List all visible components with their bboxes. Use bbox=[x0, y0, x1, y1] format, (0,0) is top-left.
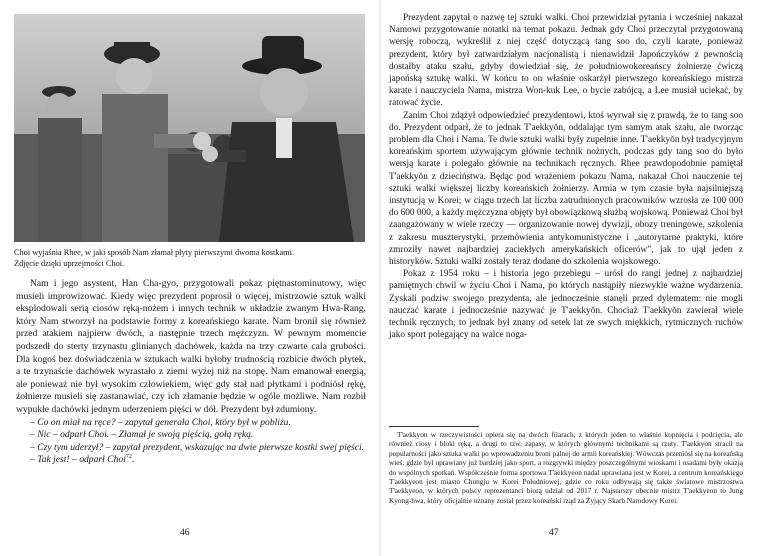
paragraph: Pokaz z 1954 roku – i historia jego przebiegu – urósł do rangi jednej z najbardziej pamiętnych chwil w życiu Choi i Nama, po których nastąpiły niezwykle ważne wydarzenia. Zyskali podziw swojego prezydenta, ale jednocześnie stanęli przed dylematem: nie mogli nauczać karate i jednocześnie nazywać je T'aekkyŏn. Chociaż T'aekkyŏn zawierał wiele technik ręcznych, to jednak był znany od setek lat ze swych miękkich, rytmicznych ruchów jako sport polegający na walce noga- bbox=[389, 269, 743, 341]
page-number: 47 bbox=[549, 528, 559, 538]
photo-caption bbox=[14, 247, 366, 269]
caption-line: Choi wyjaśnia Rhee, w jaki sposób Nam złamał płyty pierwszymi dwoma kostkami. bbox=[14, 248, 294, 257]
dialogue-line: – Co on miał na ręce? – zapytał generała Choi, który był w pobliżu. bbox=[30, 416, 291, 428]
footnote-text: T'aekkyon w rzeczywistości opiera się na dwóch filarach, z których jeden to właśnie kopnięcia i podcięcia, ale również ciosy i bloki ręką, a drugi to tzw. zapasy, w których głównymi technikami są rzuty. T'aekkyon stracił na popularności jako sztuka walki po wprowadzeniu broni palnej do armii koreańskiej. Wówczas przeniósł się na koreańską wieś, gdzie był uprawiany już bardziej jako sport, a rozgrywki między poszczególnymi wioskami i osadami były okazją do wspólnych spotkań. Współcześnie forma sportowa T'aekkyeon nadal uprawiana jest w Korei, a centrum koreańskiego T'aekkyeon jest miasto Chungju w Korei Południowej, gdzie co roku odbywają się także światowe mistrzostwa T'aekkyeon, w których polscy reprezentanci biorą udział od 2017 r. Najstarszy obecnie mistrz T'aekkyeon to Jung Kyong-hwa, który oficjalnie uznany został przez koreański rząd za Żyjący Skarb Narodowy Korei. bbox=[389, 430, 743, 505]
photo-illustration bbox=[14, 14, 365, 242]
page-number: 46 bbox=[180, 528, 190, 538]
right-body-text bbox=[389, 12, 743, 341]
footnote-ref: 72 bbox=[125, 454, 132, 461]
caption-credit: Zdjęcie dzięki uprzejmości Choi. bbox=[14, 259, 125, 268]
paragraph: Prezydent zapytał o nazwę tej sztuki walki. Choi przewidział pytania i wcześniej nakazał Namowi przygotowanie notatki na temat pokazu. Jednak gdy Choi przeczytał przygotowaną wersję roboczą, wykreślił z niej część dotyczącą tang soo do, czyli karate, ponieważ prezydent, który był zatwardziałym nacjonalistą i nienawidził Japończyków z pewnością dostałby ataku szału, gdyby dowiedział się, że południowokoreańscy żołnierze ćwiczą japońską sztukę walki. W końcu to on właśnie oskarżył pierwszego koreańskiego mistrza karate i nauczyciela Nama, mistrza Won-kuk Lee, o bycie zabójcą, a Lee musiał uciekać, by ratować życie. bbox=[389, 13, 743, 109]
left-page bbox=[0, 0, 379, 556]
dialogue-line: – Tak jest! – odparł Choi$^{72}$. bbox=[30, 454, 135, 466]
dialogue-line: – Czy tym uderzył? – zapytał prezydent, wskazując na dwie pierwsze kostki swej pięści. bbox=[30, 441, 365, 453]
footnote-separator bbox=[389, 426, 479, 427]
dialogue-line: – Nic – odparł Choi. – Złamał je swoją pięścią, gołą ręką. bbox=[30, 429, 254, 441]
historical-photo bbox=[14, 14, 365, 242]
paragraph: Nam i jego asystent, Han Cha-gyo, przygotowali pokaz piętnastominutowy, więc musieli improwizować. Kiedy więc prezydent poprosił o więcej, mistrzowie sztuk walki eksplodowali serią ciosów ręką-nożem i innych technik w układzie zwanym Hwa-Rang, który Nam stworzył na podstawie formy z koreańskiego karate. Nam bronił się również przed atakiem najpierw dwóch, a następnie trzech mężczyzn. W pewnym momencie podszedł do sterty trzynastu glinianych dachówek, każda na trzy czwarte cala grubości. Dla kogoś bez doświadczenia w sztukach walki byłoby trudnością rozbicie dwóch płytek, a te trzynaście dachówek wyrastało z ziemi wyżej niż na stopę. Nam emanował energią, ale ponieważ nie był wysokim człowiekiem, więc gdy stał nad płytkami i podniósł rękę, żołnierze musieli się zastanawiać, czy ich złamanie będzie w ogóle możliwe. Nam rozbił wypukłe dachówki jednym uderzeniem pięści w dół. Prezydent był zdumiony. bbox=[16, 278, 366, 415]
paragraph: Zanim Choi zdążył odpowiedzieć prezydentowi, ktoś wyrwał się z prawdą, że to tang soo do. Prezydent odparł, że to jednak T'aekkyŏn, oddalając tym samym atak szału, ale tworząc problem dla Choi i Nama. Te dwie sztuki walki były zupełnie inne. T'aekkyŏn był tradycyjnym koreańskim sportem używającym głównie technik nożnych, podczas gdy tang soo do było wersją karate i polegało głównie na technikach ręcznych. Rhee prawdopodobnie pamiętał T'aekkyŏn z dzieciństwa. Będąc pod wrażeniem pokazu Nama, nakazał Choi nauczenie tej sztuki walki większej liczby koreańskich żołnierzy. Armia w tym czasie była najsilniejszą instytucją w Korei; w ciągu trzech lat liczba zatrudnionych pracowników wzrosła ze 100 000 do 600 000, a każdy mężczyzna objęty był obowiązkową służbą wojskową. Ponieważ Choi był zaangażowany w wiele rzeczy — organizowanie nowej dywizji, obozy treningowe, szkolenia z zakresu muszterystyki, przemówienia antykomunistyczne i „autorytarne praktyki, które zmroziły nawet najbardziej zaciekłych amerykańskich oficerów”, jak to ujął jeden z historyków. Sztuki walki zostały teraz dodane do szkolenia wojskowego. bbox=[389, 110, 743, 268]
left-body-text bbox=[16, 278, 366, 467]
footnote bbox=[389, 430, 743, 505]
right-page bbox=[381, 0, 760, 556]
